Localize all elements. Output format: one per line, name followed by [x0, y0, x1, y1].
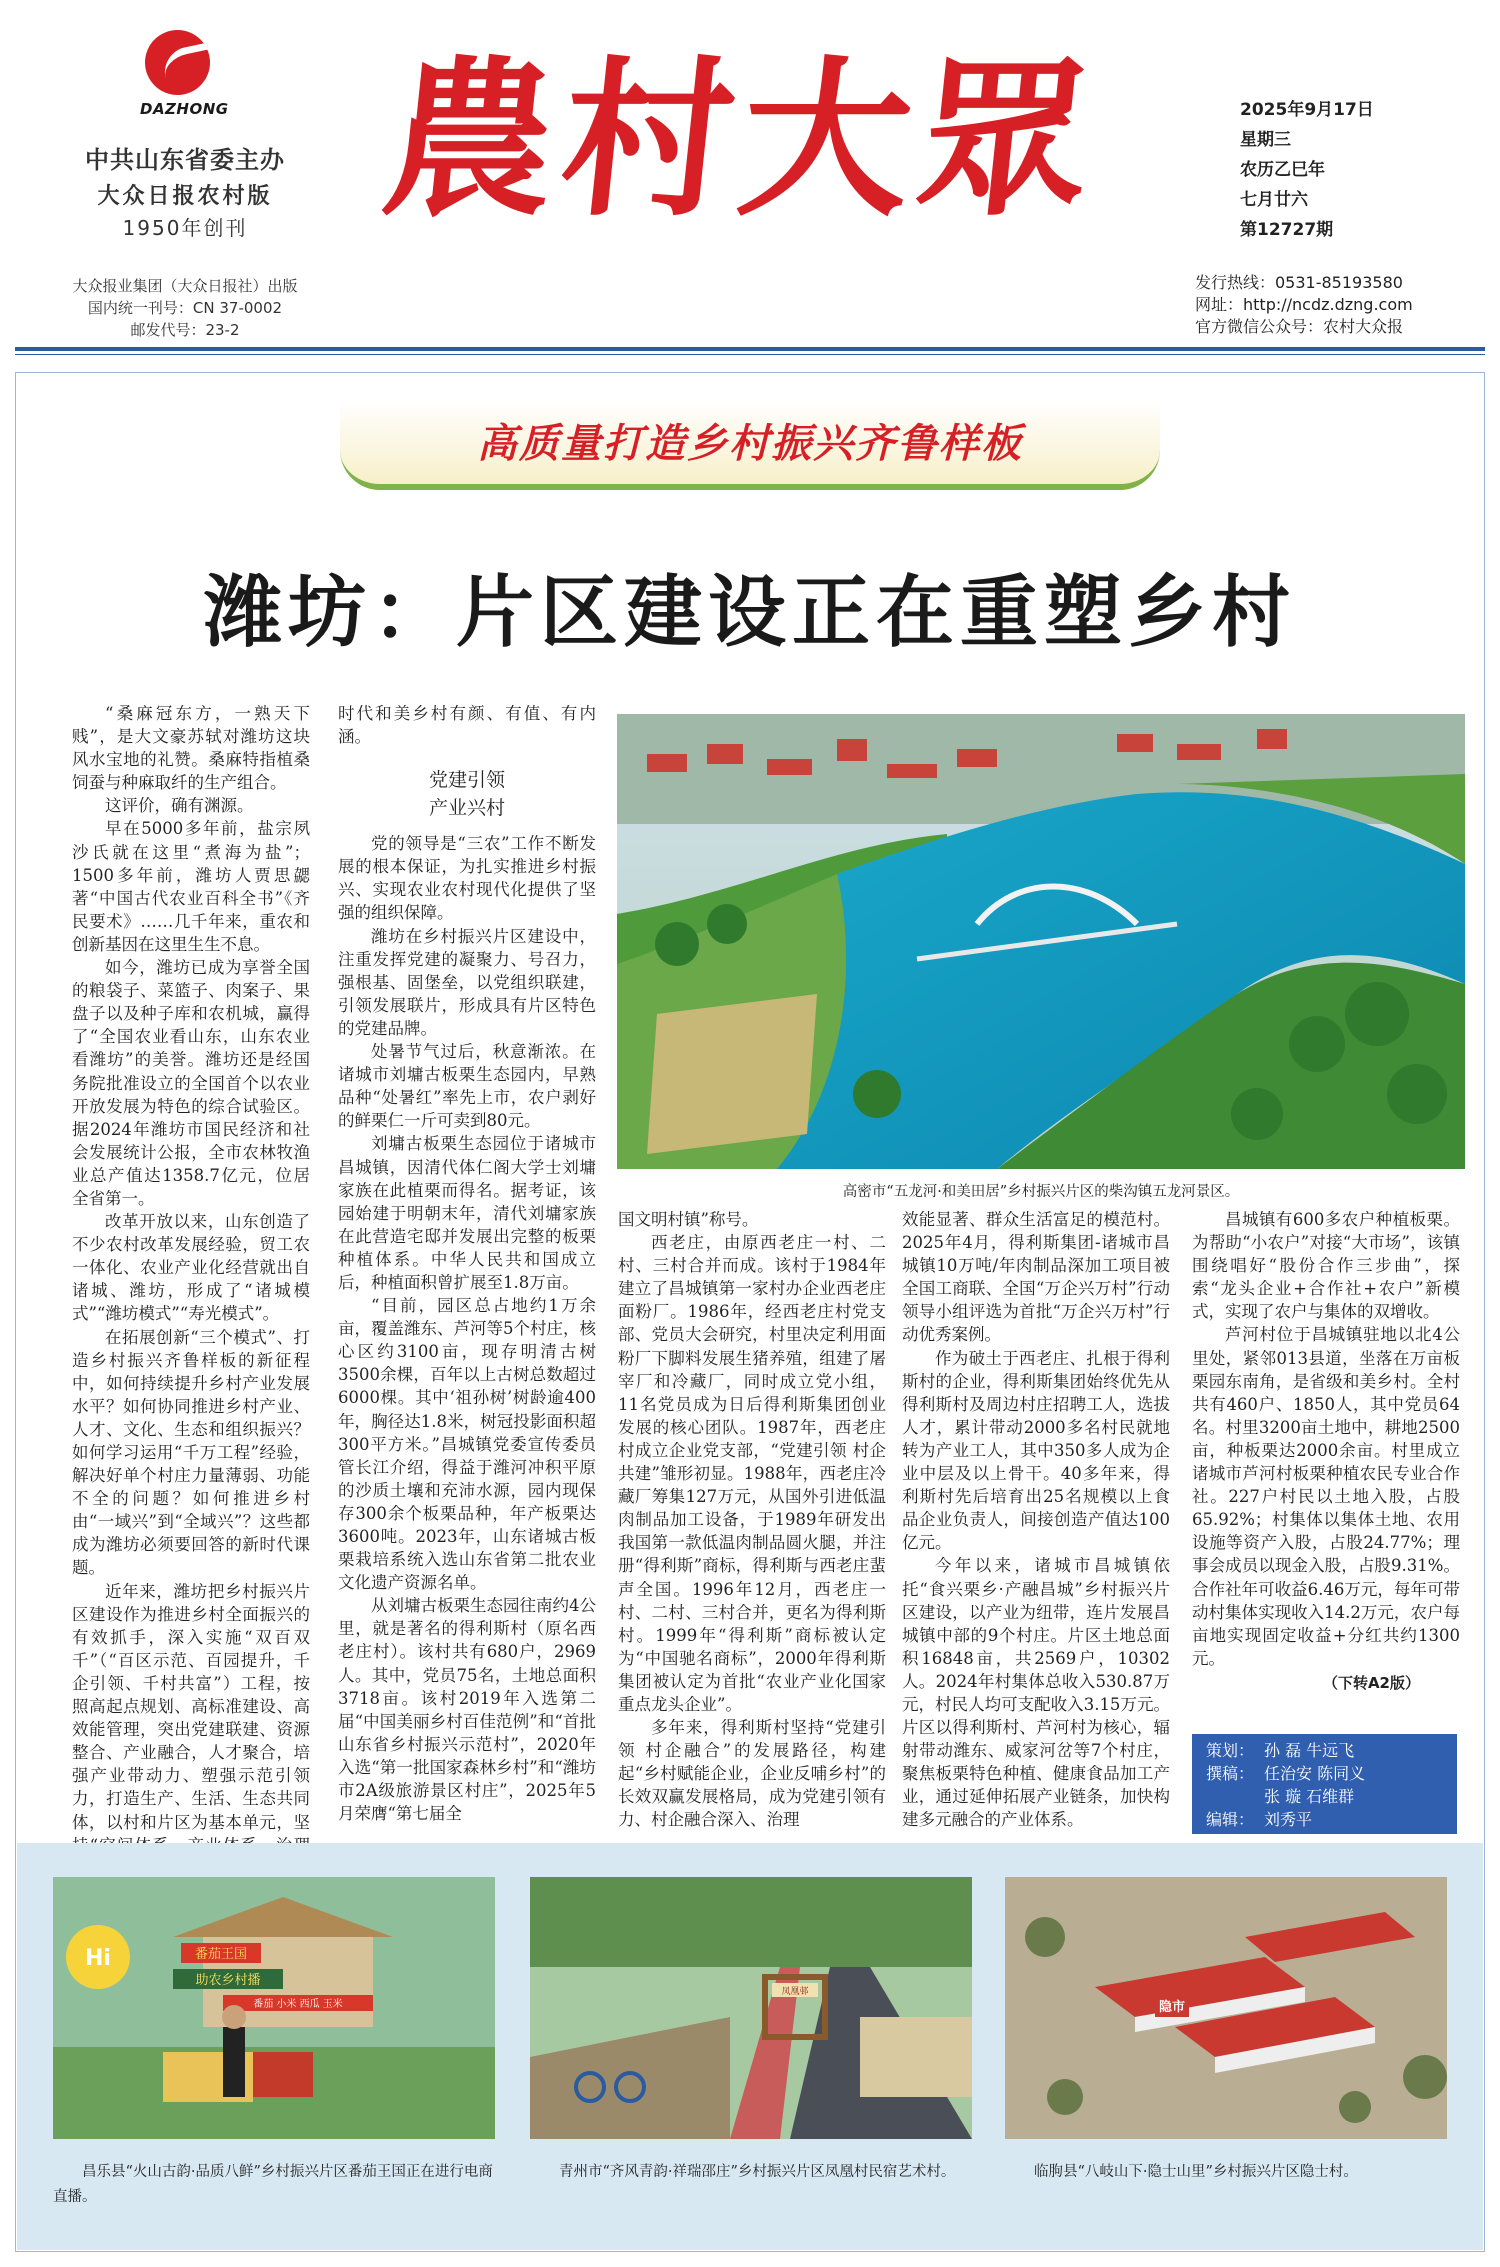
subhead-line-1: 党建引领	[428, 769, 505, 792]
paragraph: 这评价，确有渊源。	[105, 796, 254, 816]
photo-fenghuang-village	[530, 1877, 972, 2139]
paragraph: 昌城镇有600多农户种植板栗。为帮助“小农户”对接“大市场”，该镇围绕唱好“股份合作三步曲”，探索“龙头企业+合作社+农户”新模式，实现了农户与集体的双增收。	[1192, 1210, 1460, 1322]
paragraph: 近年来，潍坊把乡村振兴片区建设作为推进乡村全面振兴的有效抓手，深入实施“双百双千”（“百区示范、百园提升，千企引领、千村共富”）工程，按照高起点规划、高标准建设、高效能管理，突出党建联建、资源整合、产业融合，人才聚合，培强产业带动力、塑强示范引领力，打造生产、生活、生态共同体，以村和片区为基本单元，坚	[72, 1581, 310, 1832]
page-headline: 潍坊：片区建设正在重塑乡村	[203, 568, 1296, 658]
issue-number: 第12727期	[1240, 220, 1334, 240]
article-column-3	[618, 1208, 886, 1832]
masthead-divider	[15, 347, 1485, 351]
paragraph: 早在5000多年前，盐宗夙沙氏就在这里“煮海为盐”；1500多年前，潍坊人贾思勰著“中国古代农业百科全书”《齐民要术》……几千年来，重农和创新基因在这里生生不息。	[72, 819, 310, 954]
paragraph: 如今，潍坊已成为享誉全国的粮袋子、菜篮子、肉案子、果盘子以及种子库和农机城，赢得了“全国农业看山东，山东农业看潍坊”的美誉。潍坊还是经国务院批准设立的全国首个以农业开放发展为特色的综合试验区。据2024年潍坊市国民经济和社会发展统计公报，全市农林牧渔业总产值达1358.7亿元，位居全省第一。	[72, 958, 310, 1208]
contact-info	[1195, 272, 1485, 338]
lunar-year: 农历乙巳年	[1240, 160, 1325, 180]
main-photo-wulonghe	[617, 714, 1465, 1169]
lunar-day: 七月廿六	[1240, 190, 1308, 210]
dazhong-logo-icon	[140, 30, 230, 120]
publisher: 大众报业集团（大众日报社）出版	[72, 277, 298, 295]
paragraph: 国文明村镇”称号。	[618, 1210, 759, 1229]
weekday: 星期三	[1240, 130, 1291, 150]
paragraph: 西老庄，由原西老庄一村、二村、三村合并而成。该村于1984年建立了昌城镇第一家村办企业西老庄面粉厂。1986年，经西老庄村党支部、党员大会研究，村里决定利用面粉厂下脚料发展生猪养殖，组建了屠宰厂和冷藏厂，同时成立党小组，11名党员成为日后得利斯集团创业发展的核心团队。1987年，西老庄村成立企业党支部，“党建引领 村企共建”雏形初显。1988年，西老庄冷藏厂筹集127万元，从国外引进低温肉制品加工设备，于1989年研发出我国第一款低温肉制品圆火腿，并注册“得利斯”商标，得利斯与西老庄蜚声全国。1996年12月，西老庄一村、二村、三村合并，更名为得利斯村。1999年“得利斯”商标被认定为“中国驰名商标”，2000年得利斯集团被认定为首批“农业产业化国家重点龙头企业”。	[618, 1233, 886, 1714]
hotline: 发行热线：0531-85193580	[1195, 273, 1403, 292]
logo-text: DAZHONG	[140, 100, 229, 118]
sign-text: 隐市	[1158, 2000, 1186, 2015]
sign-text: 助农乡村播	[195, 1973, 261, 1988]
paragraph: 作为破土于西老庄、扎根于得利斯村的企业，得利斯集团始终优先从得利斯村及周边村庄招聘工人，选拔人才，累计带动2000多名村民就地转为产业工人，其中350多人成为企业中层及以上骨干。40多年来，得利斯村先后培育出25名规模以上食品企业负责人，间接创造产值达100亿元。	[902, 1348, 1170, 1553]
paragraph: “桑麻冠东方，一熟天下贱”，是大文豪苏轼对潍坊这块风水宝地的礼赞。桑麻特指植桑饲蚕与种麻取纤的生产组合。	[72, 704, 310, 793]
edition-line: 大众日报农村版	[97, 184, 273, 209]
credit-row: 编辑： 刘秀平	[1206, 1810, 1313, 1829]
paragraph: 改革开放以来，山东创造了不少农村改革发展经验，贸工农一体化、农业产业化经营就出自诸城、潍坊，形成了“诸城模式”“潍坊模式”“寿光模式”。	[72, 1212, 310, 1324]
article-column-5	[1192, 1208, 1460, 1695]
continued-note: （下转A2版）	[1322, 1673, 1420, 1692]
article-column-2	[338, 702, 596, 1825]
paragraph: 效能显著、群众生活富足的模范村。2025年4月，得利斯集团-诸城市昌城镇10万吨/年肉制品深加工项目被全国工商联、全国“万企兴万村”行动领导小组评选为首批“万企兴万村”行动优秀案例。	[902, 1210, 1170, 1345]
photo-caption: 昌乐县“火山古韵·品质八鲜”乡村振兴片区番茄王国正在进行电商直播。	[53, 2164, 493, 2205]
masthead	[0, 0, 1500, 345]
paragraph: 多年来，得利斯村坚持“党建引领 村企融合”的发展路径，构建起“乡村赋能企业，企业反哺乡村”的长效双赢发展格局，成为党建引领有力、村企融合深入、治理	[618, 1718, 886, 1830]
wechat-account: 官方微信公众号：农村大众报	[1195, 317, 1404, 336]
issue-date: 2025年9月17日	[1240, 100, 1374, 120]
svg-text:Hi: Hi	[85, 1946, 111, 1971]
masthead-divider-thin	[15, 354, 1485, 355]
subhead-line-2: 产业兴村	[428, 797, 505, 820]
column-banner	[340, 400, 1160, 490]
photo-caption: 青州市“齐风青韵·祥瑞邵庄”乡村振兴片区凤凰村民宿艺术村。	[559, 2164, 956, 2180]
sponsor-line: 中共山东省委主办	[85, 146, 285, 174]
publication-info	[60, 275, 310, 341]
newspaper-title: 農村大眾	[374, 40, 1108, 240]
sign-text: 番茄 小米 西瓜 玉米	[253, 1999, 343, 2010]
credits-box	[1192, 1734, 1457, 1834]
credit-row: 撰稿： 任治安 陈同义	[1206, 1764, 1366, 1783]
article-column-4	[902, 1208, 1170, 1832]
credit-row: 策划： 孙 磊 牛远飞	[1206, 1741, 1355, 1760]
credit-row: 张 璇 石维群	[1264, 1787, 1355, 1806]
paragraph: 今年以来，诸城市昌城镇依托“食兴栗乡·产融昌城”乡村振兴片区建设，以产业为纽带，连片发展昌城镇中部的9个村庄。片区土地总面积16848亩，共2569户，10302人。2024年村集体总收入530.87万元，村民人均可支配收入3.15万元。片区以得利斯村、芦河村为核心，辐射带动潍东、威家河岔等7个村庄，聚焦板栗特色种植、健康食品加工产业，通过延伸拓展产业链条，加快构建多元融合的产业体系。	[902, 1556, 1170, 1830]
paragraph: 在拓展创新“三个模式”、打造乡村振兴齐鲁样板的新征程中，如何持续提升乡村产业发展水平？如何协同推进乡村产业、人才、文化、生态和组织振兴？如何学习运用“千万工程”经验，解决好单个村庄力量薄弱、功能不全的问题？如何推进乡村由“一域兴”到“全域兴”？这些都成为潍坊必须要回答的新时代课题。	[72, 1327, 310, 1578]
banner-text: 高质量打造乡村振兴齐鲁样板	[477, 421, 1023, 467]
paragraph: 芦河村位于昌城镇驻地以北4公里处，紧邻013县道，坐落在万亩板栗园东南角，是省级和美乡村。全村共有460户、1850人，其中党员64名。村里3200亩土地中，耕地2500亩，种板栗达2000余亩。村里成立诸城市芦河村板栗种植农民专业合作社。227户村民以土地入股，占股65.92%；村集体以集体土地、农用设施等资产入股，占股24.77%；理事会成员以现金入股，占股9.31%。合作社年可收益6.46万元，每年可带动村集体实现收入14.2万元，农户每亩地实现固定收益+分红共约1300元。	[1192, 1325, 1460, 1668]
website-link[interactable]: 网址：http://ncdz.dzng.com	[1195, 295, 1413, 314]
sign-text: 番茄王国	[194, 1947, 248, 1962]
photo-caption: 临朐县“八岐山下·隐士山里”乡村振兴片区隐士村。	[1034, 2164, 1358, 2180]
article-column-1	[72, 702, 310, 1949]
sign-text: 凤凰邨	[781, 1987, 809, 1997]
photo-yinshi-village	[1005, 1877, 1447, 2139]
paragraph: 时代和美乡村有颜、有值、有内涵。	[338, 704, 596, 747]
founded-line: 1950年创刊	[122, 216, 248, 240]
paragraph: 刘墉古板栗生态园位于诸城市昌城镇，因清代体仁阁大学士刘墉家族在此植栗而得名。据考证，该园始建于明朝末年，清代刘墉家族在此营造宅邸并发展出完整的板栗种植体系。中华人民共和国成立后，种植面积曾扩展至1.8万亩。	[338, 1134, 596, 1292]
sponsor-info	[60, 140, 310, 241]
paragraph: 党的领导是“三农”工作不断发展的根本保证，为扎实推进乡村振兴、实现农业农村现代化提供了坚强的组织保障。	[338, 834, 596, 923]
paragraph: 处暑节气过后，秋意渐浓。在诸城市刘墉古板栗生态园内，早熟品种“处暑红”率先上市，农户剥好的鲜栗仁一斤可卖到80元。	[338, 1042, 596, 1131]
photo-tomato-livestream	[53, 1877, 495, 2139]
date-block	[1240, 95, 1390, 245]
postal-code: 邮发代号：23-2	[130, 321, 240, 339]
section-subhead	[338, 766, 596, 822]
paragraph: “目前，园区总占地约1万余亩，覆盖潍东、芦河等5个村庄，核心区约3100亩，现存明清古树3500余棵，百年以上古树总数超过6000棵。其中‘祖孙树’树龄逾400年，胸径达1.8米，树冠投影面积超300平方米。”昌城镇党委宣传委员管长江介绍，得益于潍河冲积平原的沙质土壤和充沛水源，园内现保存300余个板栗品种，年产板栗达3600吨。2023年，山东诸城古板栗栽培系统入选山东省第二批农业文化遗产资源名单。	[338, 1296, 596, 1593]
issn: 国内统一刊号：CN 37-0002	[87, 299, 283, 317]
main-photo-caption: 高密市“五龙河·和美田居”乡村振兴片区的柴沟镇五龙河景区。	[842, 1184, 1240, 1200]
paragraph: 从刘墉古板栗生态园往南约4公里，就是著名的得利斯村（原名西老庄村）。该村共有680户，2969人。其中，党员75名，土地总面积3718亩。该村2019年入选第二届“中国美丽乡村百佳范例”和“首批山东省乡村振兴示范村”，2020年入选“第一批国家森林乡村”和“潍坊市2A级旅游景区村庄”，2025年5月荣膺“第七届全	[338, 1596, 596, 1824]
paragraph: 潍坊在乡村振兴片区建设中，注重发挥党建的凝聚力、号召力，强根基、固堡垒，以党组织联建，引领发展联片，形成具有片区特色的党建品牌。	[338, 926, 596, 1038]
